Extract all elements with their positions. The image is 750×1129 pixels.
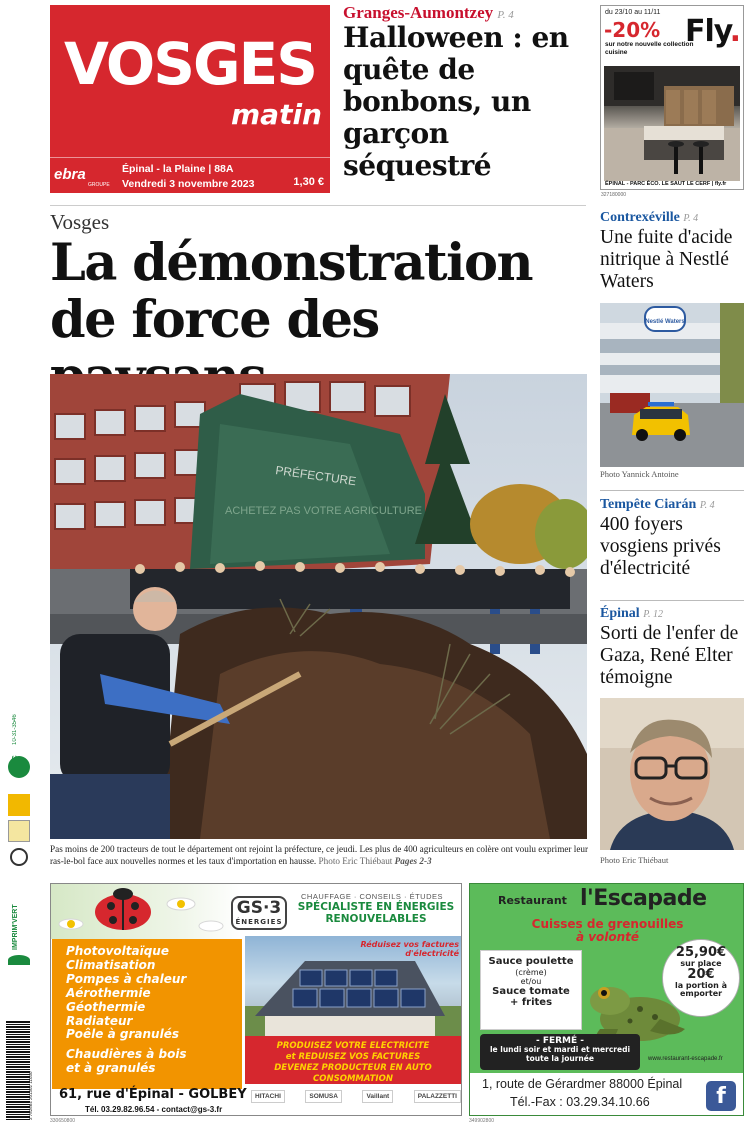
gs3-service: Climatisation: [66, 957, 156, 972]
kitchen-illustration: [604, 66, 740, 181]
price-on-site-note: sur place: [680, 958, 722, 968]
circle-logo-icon: [10, 848, 28, 866]
escapade-name: l'Escapade: [580, 886, 707, 911]
sidebar-photo-rene-elter[interactable]: [600, 698, 744, 850]
gs3-service: Pompes à chaleur: [66, 971, 187, 986]
gs3-service: Géothermie: [66, 999, 146, 1014]
edition-info: [122, 162, 254, 191]
protest-scene-illustration: [50, 374, 587, 839]
divider: [600, 600, 744, 601]
ladybug-illustration: [51, 884, 241, 939]
logo-main: VOSGES: [64, 30, 316, 98]
portrait-illustration: [600, 698, 744, 850]
group-logo: ebra: [54, 166, 86, 183]
photo-banner-text: ACHETEZ PAS VOTRE AGRICULTURE: [225, 505, 423, 517]
sauce-2: Sauce tomate: [492, 985, 570, 997]
masthead[interactable]: [50, 5, 330, 193]
sidebar-kicker: [600, 210, 746, 226]
edition: Épinal - la Plaine | 88A: [122, 163, 234, 175]
recycle-logo-icon: [8, 794, 30, 816]
sidebar-photo-credit: Photo Eric Thiébaut: [600, 855, 669, 865]
gs3-brand-logos: [251, 1090, 461, 1103]
escapade-closed-notice: [480, 1034, 640, 1070]
gs3-ad-code: 330650800: [50, 1118, 76, 1124]
facebook-icon[interactable]: f: [706, 1081, 736, 1111]
gs3-tagline: SPÉCIALISTE EN ÉNERGIES RENOUVELABLES: [297, 901, 455, 926]
divider: [600, 490, 744, 491]
nestle-sign: Nestlé Waters: [645, 319, 685, 325]
gs3-logo: [231, 896, 287, 930]
escapade-dish-line: Cuisses de grenouilles: [531, 917, 684, 931]
brand-logo: PALAZZETTI: [414, 1090, 461, 1103]
closed-text: le lundi soir et mardi et mercredi toute la journée: [489, 1045, 631, 1063]
fly-brand-dot: .: [729, 14, 740, 49]
divider: [50, 205, 586, 206]
gs3-service: Poêle à granulés: [66, 1027, 179, 1042]
pefc-logo-icon: [8, 756, 30, 778]
main-story-kicker: Vosges: [50, 210, 110, 234]
sauce-separator: et/ou: [520, 976, 542, 986]
gs3-services-panel: [52, 939, 242, 1089]
info-tri-icon: [8, 820, 30, 842]
escapade-url[interactable]: www.restaurant-escapade.fr: [648, 1056, 723, 1062]
sidebar-item-tempete[interactable]: [600, 497, 746, 579]
price-on-site: 25,90€: [675, 945, 727, 960]
top-teaser-kicker[interactable]: [343, 3, 514, 23]
sidebar-photo-nestle[interactable]: [600, 303, 744, 467]
escapade-address: 1, route de Gérardmer 88000 Épinal: [482, 1077, 683, 1091]
gs3-address: 61, rue d'Épinal - GOLBEY: [59, 1087, 247, 1102]
gs3-services-list: [66, 945, 187, 1076]
barcode-icon: [6, 1020, 30, 1120]
gs3-offer-line: et REDUISEZ VOS FACTURES: [285, 1052, 421, 1063]
escapade-price-badge: [662, 939, 740, 1017]
fly-ad-discount: -20%: [604, 18, 661, 42]
gs3-ad[interactable]: [50, 883, 462, 1116]
gs3-offer-line: PRODUISEZ VOTRE ELECTRICITE: [276, 1041, 430, 1051]
gs3-offer-line: DEVENEZ PRODUCTEUR EN AUTO CONSOMMATION: [274, 1063, 432, 1085]
price: 1,30 €: [293, 176, 324, 188]
sidebar-title: Sorti de l'enfer de Gaza, René Elter témoigne: [600, 623, 739, 688]
brand-logo: HITACHI: [251, 1090, 285, 1103]
logo-sub: matin: [231, 98, 322, 131]
closed-head: - FERMÉ -: [535, 1036, 585, 1046]
gs3-service: et à granulés: [66, 1061, 156, 1076]
caption-credit: Photo Eric Thiébaut: [318, 856, 393, 867]
sidebar-item-contrexeville[interactable]: [600, 210, 746, 292]
gs3-logo-text: GS·3: [236, 898, 282, 918]
sidebar-title: 400 foyers vosgiens privés d'électricité: [600, 514, 721, 579]
escapade-ad[interactable]: [469, 883, 744, 1116]
top-teaser-page: P. 4: [497, 9, 514, 21]
fly-ad[interactable]: [600, 5, 744, 190]
gs3-tagline-small: CHAUFFAGE · CONSEILS · ÉTUDES: [301, 892, 444, 901]
sidebar-item-epinal[interactable]: [600, 606, 746, 688]
fly-logo: [685, 14, 740, 49]
pefc-code: 10-31-3546: [12, 714, 18, 745]
fly-ad-code: 327180000: [601, 192, 627, 198]
escapade-phone[interactable]: Tél.-Fax : 03.29.34.10.66: [510, 1095, 650, 1109]
fly-brand: Fly: [685, 14, 730, 49]
sauce-1: Sauce poulette: [488, 956, 574, 967]
gs3-service: Aérothermie: [66, 985, 151, 1000]
escapade-footer: [470, 1073, 744, 1116]
sauce-1-note: (crème): [515, 967, 547, 977]
sidebar-kicker-page: P. 12: [643, 609, 664, 620]
sidebar-kicker-location: Contrexéville: [600, 210, 680, 225]
fly-kitchen-photo: [604, 66, 740, 181]
sauce-2-note: + frites: [509, 997, 553, 1009]
gs3-contact[interactable]: Tél. 03.29.82.96.54 - contact@gs-3.fr: [85, 1105, 223, 1114]
sidebar-kicker-page: P. 4: [683, 213, 699, 224]
caption-text: Pas moins de 200 tracteurs de tout le département ont rejoint la préfecture, ce jeudi. Les plus de 400 agriculteurs en colère ont voulu exprimer leur ras-le-bol face aux nouvelles normes et les taux d'importation en hausse.: [50, 844, 589, 867]
fly-ad-dates: du 23/10 au 11/11: [605, 9, 661, 16]
price-takeaway-note: la portion à emporter: [674, 980, 728, 999]
top-teaser-title[interactable]: Halloween : en quête de bonbons, un garçon séquestré: [343, 21, 569, 182]
main-photo-caption: [50, 843, 590, 868]
top-teaser-location: Granges-Aumontzey: [343, 3, 494, 22]
fly-ad-description: sur notre nouvelle collection cuisine: [605, 41, 694, 57]
brand-logo: Vaillant: [362, 1090, 393, 1103]
gs3-offer-banner: [245, 1036, 461, 1084]
group-logo-sub: GROUPE: [88, 182, 110, 188]
escapade-ad-code: 349902800: [469, 1118, 495, 1124]
barcode-number: 3 782664 201302 11030: [28, 1071, 33, 1120]
escapade-restaurant-label: Restaurant: [498, 894, 567, 907]
gs3-service: Chaudières à bois: [66, 1047, 187, 1062]
issue-date: Vendredi 3 novembre 2023: [122, 177, 255, 190]
sidebar-kicker-location: Tempête Ciarán: [600, 497, 697, 512]
gs3-reduce-text: Réduisez vos factures d'électricité: [360, 940, 459, 959]
left-margin-labels: [6, 690, 34, 1120]
main-photo[interactable]: [50, 374, 587, 839]
sidebar-kicker: [600, 497, 746, 513]
sidebar-kicker: [600, 606, 746, 622]
caption-pages[interactable]: Pages 2-3: [394, 856, 432, 867]
nestle-factory-illustration: [600, 303, 744, 467]
brand-logo: SOMUSA: [305, 1090, 342, 1103]
gs3-service: Photovoltaïque: [66, 944, 169, 958]
price-takeaway: 20€: [687, 967, 715, 983]
imprim-vert-label: IMPRIM'VERT: [12, 904, 19, 950]
sidebar-title: Une fuite d'acide nitrique à Nestlé Waters: [600, 227, 733, 292]
masthead-info-strip: [50, 157, 330, 193]
sidebar-kicker-page: P. 4: [699, 500, 715, 511]
fly-ad-footer: ÉPINAL - PARC ÉCO. LE SAUT LE CERF | fly.fr: [605, 181, 727, 187]
escapade-dish-line: à volonté: [575, 930, 640, 945]
photo-sign-prefecture: PRÉFECTURE: [274, 463, 358, 489]
imprim-vert-leaf-icon: [8, 955, 30, 965]
sidebar-photo-credit: Photo Yannick Antoine: [600, 469, 679, 479]
escapade-sauce-box: [480, 950, 582, 1030]
sidebar-kicker-location: Épinal: [600, 606, 640, 621]
main-headline[interactable]: La démonstration de force des: [50, 233, 533, 351]
gs3-service: Radiateur: [66, 1013, 133, 1028]
gs3-logo-sub: ÉNERGIES: [235, 918, 283, 926]
gs3-flowers-banner: [51, 884, 241, 939]
